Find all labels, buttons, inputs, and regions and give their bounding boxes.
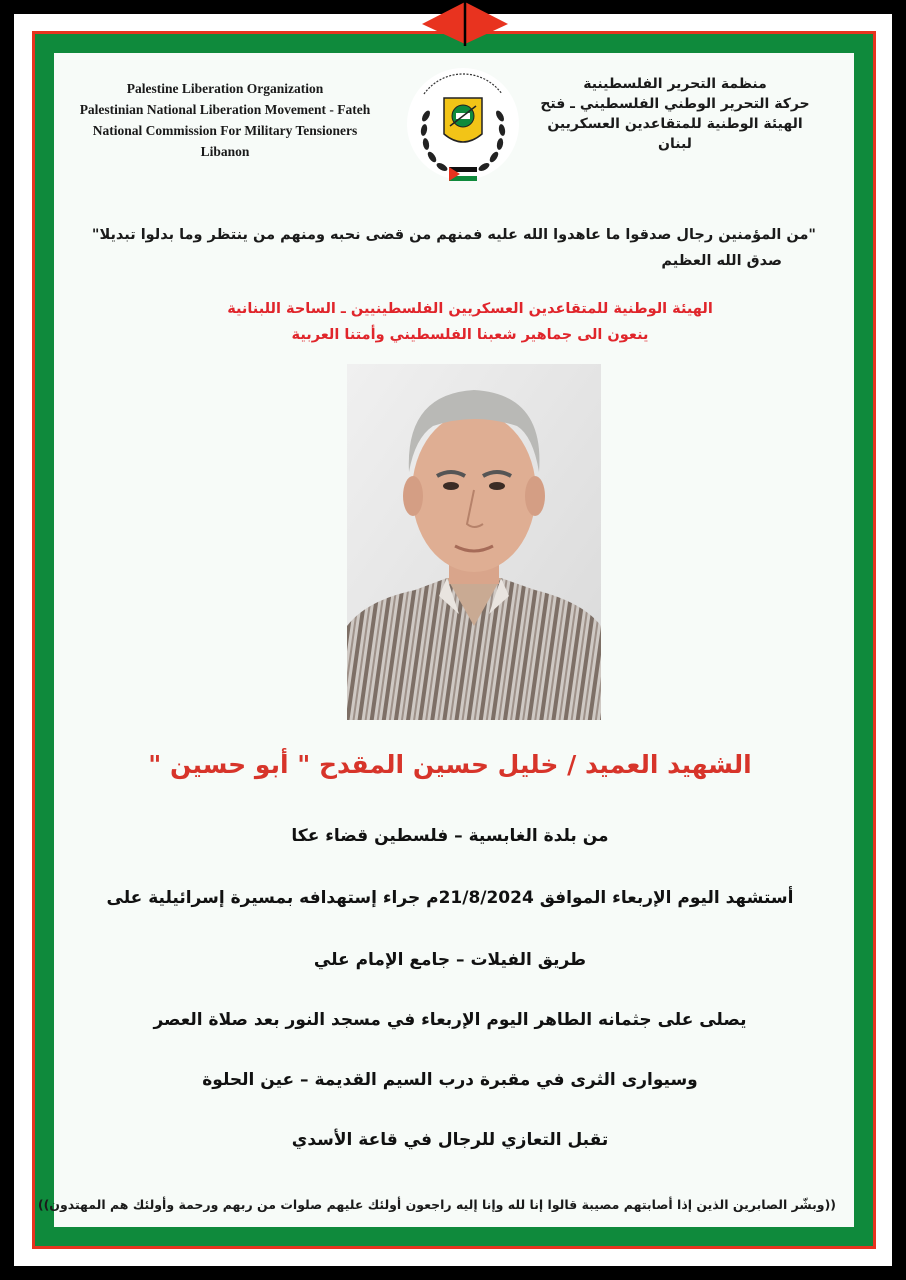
ar-header-line-1: منظمة التحرير الفلسطينية (583, 76, 767, 92)
top-diamond-ornament (420, 0, 510, 46)
en-header-line-4: Libanon (200, 144, 250, 159)
announcement-line-2: ينعون الى جماهير شعبنا الفلسطيني وأمتنا العربية (291, 327, 649, 343)
en-header-line-2: Palestinian National Liberation Movement - Fateh (79, 102, 371, 117)
prayer-line: يصلى على جثمانه الطاهر اليوم الإربعاء في مسجد النور بعد صلاة العصر (153, 1010, 747, 1030)
martyr-name: الشهيد العميد / خليل حسين المقدح " أبو حسين " (148, 750, 752, 779)
english-header (60, 78, 390, 162)
martyr-photo (347, 364, 601, 720)
announcement-block (160, 296, 780, 348)
quran-source: صدق الله العظيم (661, 253, 782, 269)
ar-header-line-3: الهيئة الوطنية للمتقاعدين العسكريين (547, 116, 803, 132)
ar-header-line-4: لبنان (658, 136, 692, 152)
hometown-line: من بلدة الغابسية – فلسطين قضاء عكا (291, 826, 609, 846)
arabic-header (540, 74, 810, 154)
condolences-line: تقبل التعازي للرجال في قاعة الأسدي (291, 1130, 609, 1150)
quran-verse-block (80, 222, 816, 274)
quran-verse: "من المؤمنين رجال صدقوا ما عاهدوا الله عليه فمنهم من قضى نحبه ومنهم من ينتظر وما بدلوا تبديلا" (91, 227, 816, 243)
en-header-line-1: Palestine Liberation Organization (126, 81, 324, 96)
burial-line: وسيوارى الثرى في مقبرة درب السيم القديمة – عين الحلوة (202, 1070, 698, 1090)
footer-verse: ((وبشّر الصابرين الذين إذا أصابتهم مصيبة قالوا إنا لله وإنا إليه راجعون أولئك عليهم صلوات من ربهم ورحمة وأولئك هم المهتدون)) (37, 1197, 836, 1212)
announcement-line-1: الهيئة الوطنية للمتقاعدين العسكريين الفلسطينيين ـ الساحة اللبنانية (227, 301, 713, 317)
location-line: طريق الفيلات – جامع الإمام علي (313, 950, 587, 970)
martyrdom-line: أستشهد اليوم الإربعاء الموافق 21/8/2024م جراء إستهدافه بمسيرة إسرائيلية على (106, 888, 794, 908)
en-header-line-3: National Commission For Military Tensioners (92, 123, 358, 138)
ar-header-line-2: حركة التحرير الوطني الفلسطيني ـ فتح (540, 96, 810, 112)
commission-emblem-icon (404, 64, 522, 188)
